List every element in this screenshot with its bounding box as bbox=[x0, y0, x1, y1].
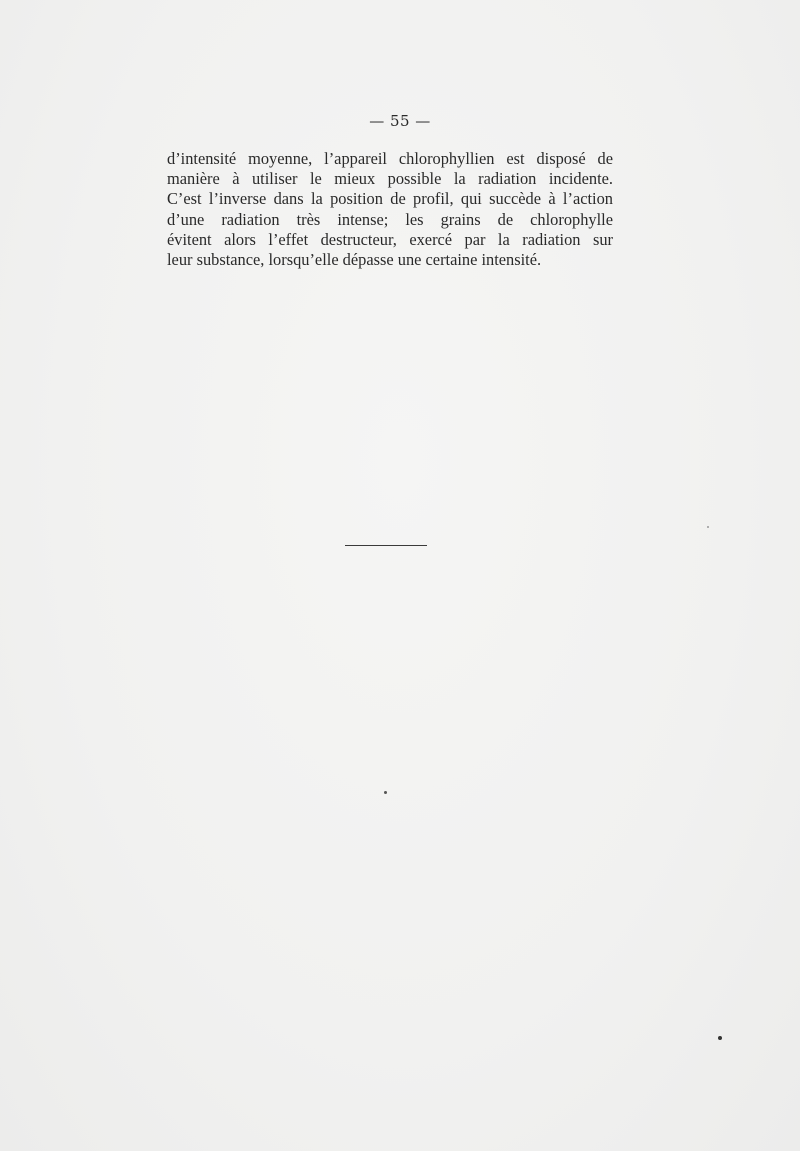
text-line: d’une radiation très intense; les grains de chlorophylle bbox=[167, 209, 613, 229]
ink-speck bbox=[384, 791, 387, 794]
body-paragraph bbox=[167, 149, 613, 270]
text-line: leur substance, lorsqu’elle dépasse une certaine intensité. bbox=[167, 250, 542, 270]
section-divider-rule bbox=[345, 545, 427, 546]
text-line: évitent alors l’effet destructeur, exercé par la radiation sur bbox=[167, 229, 613, 249]
page-number: — 55 — bbox=[369, 112, 431, 130]
ink-speck bbox=[707, 526, 709, 528]
text-line: C’est l’inverse dans la position de profil, qui succède à l’action bbox=[167, 189, 613, 209]
ink-speck bbox=[718, 1036, 722, 1040]
text-line: manière à utiliser le mieux possible la radiation incidente. bbox=[167, 169, 613, 189]
text-line: d’intensité moyenne, l’appareil chlorophyllien est disposé de bbox=[167, 149, 613, 168]
